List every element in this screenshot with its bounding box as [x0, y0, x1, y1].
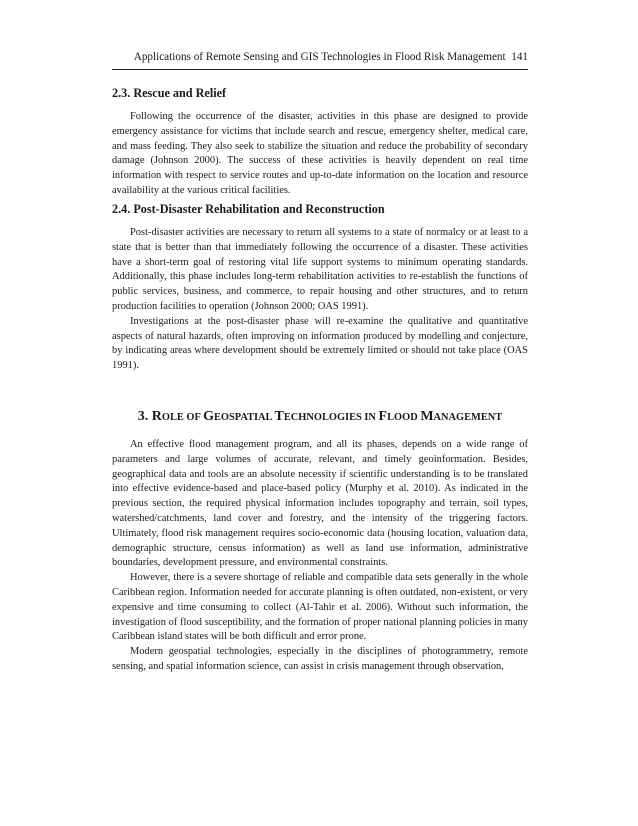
section-body-geospatial-role: [112, 438, 528, 675]
section-heading-rescue-relief: 2.3. Rescue and Relief: [112, 86, 227, 100]
running-title: Applications of Remote Sensing and GIS Technologies in Flood Risk Management: [133, 51, 506, 63]
section-body-post-disaster: [112, 226, 528, 408]
paragraph: An effective flood management program, and all its phases, depends on a wide range of parameters and large volumes of accurate, relevant, and timely geoinformation. Besides, geographical data and tools are an absolute necessity if scientific understanding is to be translated into effective evidence-based and place-based policy (Murphy et al. 2010). As indicated in the previous section, the required physical information includes topography and terrain, soil types, watershed/catchments, land cover and forestry, and the intensity of the triggering factors. Ultimately, flood risk management requires socio-economic data (housing location, valuation data, demographic structure, census information) as well as land use information, administrative boundaries, development pressure, and environmental constraints.: [112, 439, 528, 569]
paragraph: Modern geospatial technologies, especially in the disciplines of photogrammetry, remote sensing, and spatial information science, can assist in crisis management through observation,: [112, 646, 528, 672]
paragraph: Post-disaster activities are necessary to return all systems to a state of normalcy or at least to a state that is better than that immediately following the occurrence of a disaster. These activities have a short-term goal of restoring vital life support systems to minimum operating standards. Additionally, this phase includes long-term rehabilitation activities to re-establish the functions of public services, business, and commerce, to repair housing and other structures, and to return production facilities to operation (Johnson 2000; OAS 1991).: [112, 227, 528, 312]
header-rule: [112, 69, 528, 70]
section-number: 3.: [137, 409, 149, 424]
paragraph: Following the occurrence of the disaster, activities in this phase are designed to provide emergency assistance for victims that include search and rescue, emergency shelter, medical care, and mass feeding. They also seek to stabilize the situation and reduce the probability of secondary damage (Johnson 2000). The success of these activities is heavily dependent on real time information with respect to service routes and up-to-date information on the location and resource availability at the various critical facilities.: [112, 111, 528, 196]
section-heading-post-disaster: 2.4. Post-Disaster Rehabilitation and Reconstruction: [112, 202, 385, 216]
running-header: [112, 50, 528, 64]
paragraph: However, there is a severe shortage of reliable and compatible data sets generally in the whole Caribbean region. Information needed for accurate planning is often outdated, non-existent, or very expensive and time consuming to collect (Al-Tahir et al. 2006). Without such information, the investigation of flood susceptibility, and the formation of proper national planning policies in many Caribbean island states will be both difficult and error prone.: [112, 572, 528, 643]
section-body-rescue-relief: [112, 110, 528, 202]
page-body: [112, 86, 528, 675]
paragraph: Investigations at the post-disaster phase will re-examine the qualitative and quantitative aspects of natural hazards, often improving on information produced by modelling and conjecture, by indicating areas where development should be extremely limited or should not take place (OAS 1991).: [112, 315, 528, 372]
page-number: 141: [511, 51, 528, 63]
section-heading-geospatial-role: 3. ROLE OF GEOSPATIAL TECHNOLOGIES IN FLOOD MANAGEMENT: [137, 409, 503, 424]
